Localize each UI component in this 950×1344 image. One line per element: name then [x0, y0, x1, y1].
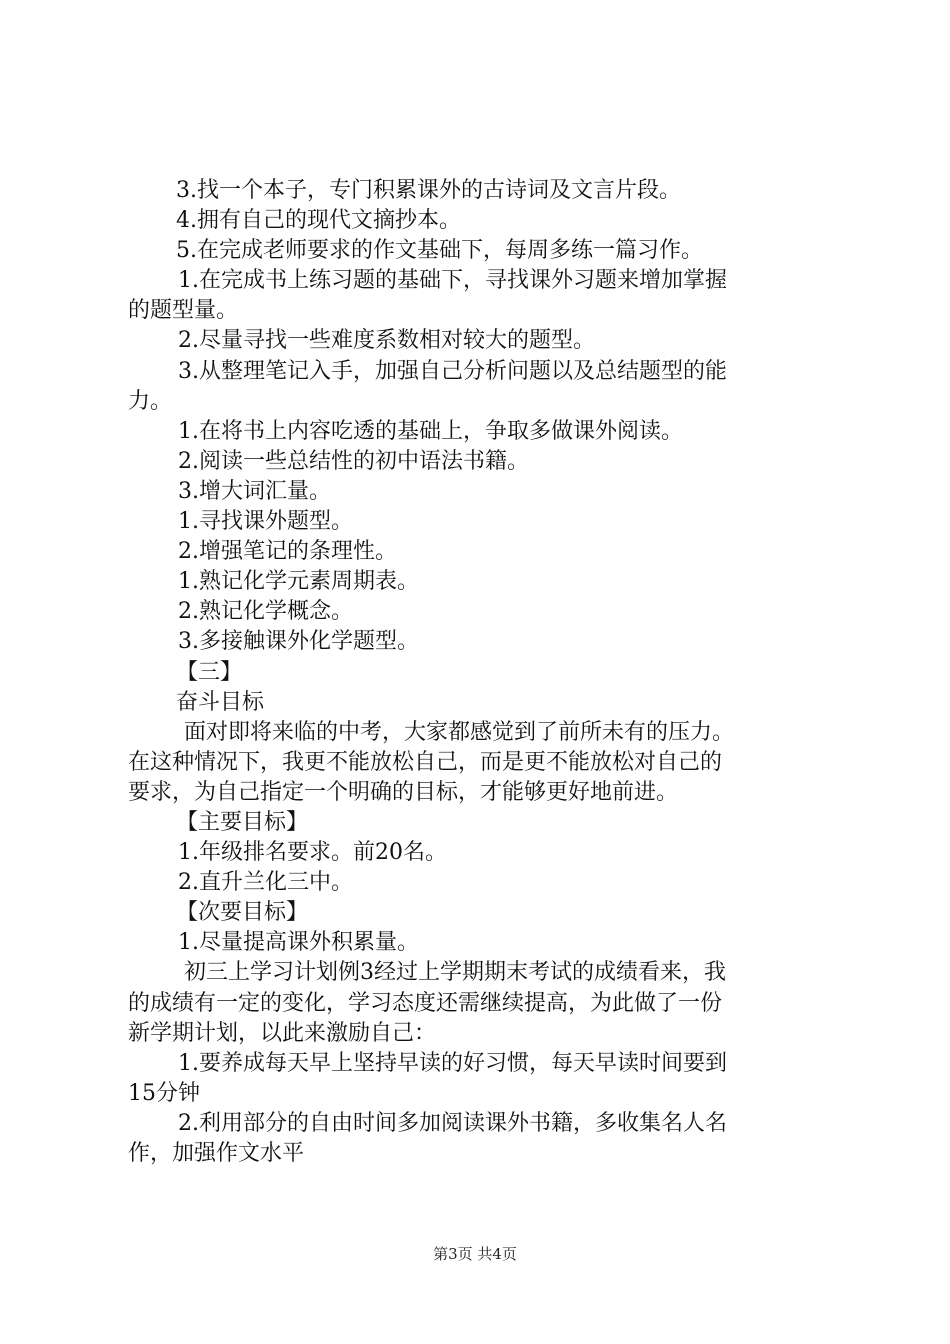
- text-line: 3.找一个本子，专门积累课外的古诗词及文言片段。: [176, 178, 681, 203]
- text-line: 1.在完成书上练习题的基础下，寻找课外习题来增加掌握: [178, 268, 727, 294]
- subsection-heading: 【主要目标】: [176, 809, 309, 835]
- paragraph-line: 在这种情况下，我更不能放松自己，而是更不能放松对自己的: [128, 749, 723, 775]
- text-line: 15分钟: [128, 1080, 200, 1106]
- subsection-heading: 【次要目标】: [176, 900, 309, 926]
- text-line: 5.在完成老师要求的作文基础下，每周多练一篇习作。: [176, 238, 703, 264]
- text-line: 力。: [128, 388, 173, 414]
- text-line: 1.寻找课外题型。: [178, 509, 353, 535]
- text-line: 1.尽量提高课外积累量。: [178, 930, 419, 956]
- text-line: 1.熟记化学元素周期表。: [178, 569, 419, 595]
- document-body: [128, 176, 833, 1169]
- text-line: 2.熟记化学概念。: [178, 599, 353, 625]
- text-line: 2.尽量寻找一些难度系数相对较大的题型。: [178, 328, 595, 354]
- page-footer: 第3页 共4页: [433, 1245, 517, 1263]
- text-line: 1.在将书上内容吃透的基础上，争取多做课外阅读。: [178, 418, 683, 444]
- text-line: 3.从整理笔记入手，加强自己分析问题以及总结题型的能: [178, 358, 727, 384]
- paragraph-line: 要求，为自己指定一个明确的目标，才能够更好地前进。: [128, 779, 679, 805]
- paragraph-line: 初三上学习计划例3经过上学期期末考试的成绩看来，我: [184, 960, 726, 986]
- text-line: 2.增强笔记的条理性。: [178, 539, 397, 565]
- text-line: 1.年级排名要求。前20名。: [178, 840, 447, 866]
- text-line: 2.阅读一些总结性的初中语法书籍。: [178, 448, 529, 474]
- paragraph-line: 面对即将来临的中考，大家都感觉到了前所未有的压力。: [184, 719, 735, 745]
- text-line: 3.多接触课外化学题型。: [178, 629, 419, 655]
- text-line: 的题型量。: [128, 298, 239, 324]
- paragraph-line: 新学期计划，以此来激励自己：: [128, 1020, 437, 1046]
- paragraph-line: 的成绩有一定的变化，学习态度还需继续提高，为此做了一份: [128, 990, 723, 1016]
- text-line: 作，加强作文水平: [128, 1141, 305, 1166]
- text-line: 3.增大词汇量。: [178, 478, 331, 504]
- text-line: 2.直升兰化三中。: [178, 870, 353, 896]
- text-line: 1.要养成每天早上坚持早读的好习惯，每天早读时间要到: [178, 1050, 727, 1076]
- section-title: 奋斗目标: [176, 689, 265, 715]
- text-line: 4.拥有自己的现代文摘抄本。: [176, 208, 461, 234]
- text-line: 2.利用部分的自由时间多加阅读课外书籍，多收集名人名: [178, 1110, 727, 1136]
- section-heading: 【三】: [176, 659, 243, 685]
